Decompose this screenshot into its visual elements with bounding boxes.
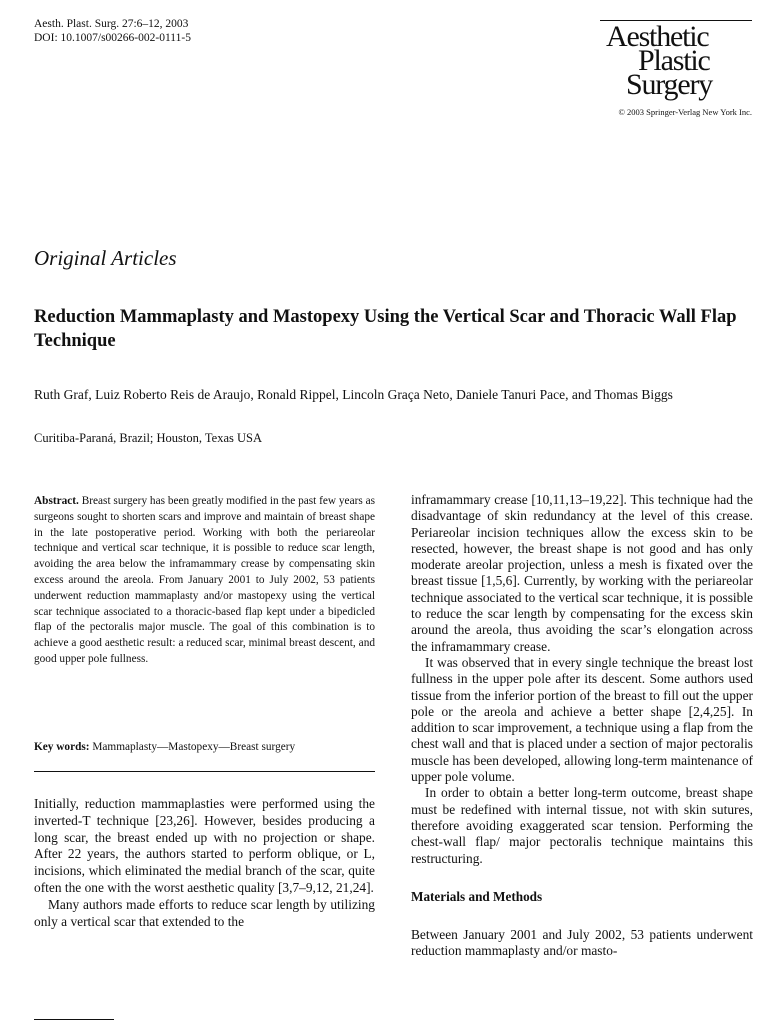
logo-word-aesthetic: Aesthetic [606,20,709,53]
section-heading-materials-methods: Materials and Methods [411,888,543,904]
left-column-body [34,796,375,930]
keywords [34,741,375,753]
section-label: Original Articles [34,246,177,270]
body-paragraph: inframammary crease [10,11,13–19,22]. This technique had the disadvantage of skin redundancy at the level of this crease. Periareolar incision techniques allow the excess skin to be resected, however, the breast shape is not good and has only moderate areolar projection, unless a mesh is fixated over the breast tissue [1,5,6]. Currently, by working with the periareolar technique associated to the vertical scar technique, it is possible to reduce the scar length by compensating for the excess skin around the areola, thus avoiding the scar’s elongation across the inframammary crease. [411,492,753,654]
abstract-divider [34,771,375,772]
body-paragraph: Between January 2001 and July 2002, 53 patients underwent reduction mammaplasty and/or masto- [411,927,753,959]
body-paragraph: Initially, reduction mammaplasties were performed using the inverted-T technique [23,26]. However, besides producing a long scar, the breast ended up with no projection or shape. After 22 years, the authors started to perform oblique, or L, incisions, which eliminated the medial branch of the scar, quite often the one with the worst aesthetic quality [3,7–9,12, 21,24]. [34,796,375,895]
body-paragraph: It was observed that in every single technique the breast lost fullness in the upper pole after its descent. Some authors used tissue from the inferior portion of the breast to fill out the upper pole or the areola and achieve a better shape [2,4,25]. In addition to scar improvement, a technique using a flap from the chest wall and that is placed under a section of major pectoralis muscle has been developed, allowing long-term maintenance of upper pole volume. [411,654,753,785]
article-title: Reduction Mammaplasty and Mastopexy Using the Vertical Scar and Thoracic Wall Flap Technique [34,307,737,351]
copyright-notice: © 2003 Springer-Verlag New York Inc. [618,107,752,117]
author-list: Ruth Graf, Luiz Roberto Reis de Araujo, Ronald Rippel, Lincoln Graça Neto, Daniele Tanuri Pace, and Thomas Biggs [34,387,673,402]
keywords-label: Key words: [34,741,90,753]
keywords-text: Mammaplasty—Mastopexy—Breast surgery [92,741,296,753]
abstract-label: Abstract. [34,495,79,507]
journal-logo [600,20,752,117]
abstract [34,494,375,668]
body-paragraph: In order to obtain a better long-term outcome, breast shape must be redefined with internal tissue, not with skin sutures, therefore avoiding exaggerated scar tension. Performing the chest-wall flap/ major pectoralis technique maintains this restructuring. [411,785,753,866]
body-paragraph: Many authors made efforts to reduce scar length by utilizing only a vertical scar that extended to the [34,896,375,929]
doi-line: DOI: 10.1007/s00266-002-0111-5 [34,32,191,44]
logo-word-plastic: Plastic [638,44,710,77]
footnote-rule [34,1019,114,1020]
journal-citation [34,17,191,45]
right-column-body [411,492,753,960]
logo-word-surgery: Surgery [626,68,713,101]
affiliation: Curitiba-Paraná, Brazil; Houston, Texas USA [34,431,263,445]
abstract-text: Breast surgery has been greatly modified in the past few years as surgeons sought to shorten scars and improve and maintain of breast shape in the late postoperative period. Working with both the periareolar technique and vertical scar technique, it is possible to reduce scar length, avoiding the area below the inframammary crease by compensating skin excess around the areola. From January 2001 to July 2002, 53 patients underwent reduction mammaplasty and/or mastopexy using the vertical scar technique associated to a thoracic-based flap kept under a bipedicled flap of the pectoralis major muscle. The goal of this combination is to achieve a good aesthetic result: a reduced scar, minimal breast descent, and good upper pole fullness. [34,495,375,665]
citation-line: Aesth. Plast. Surg. 27:6–12, 2003 [34,18,189,30]
